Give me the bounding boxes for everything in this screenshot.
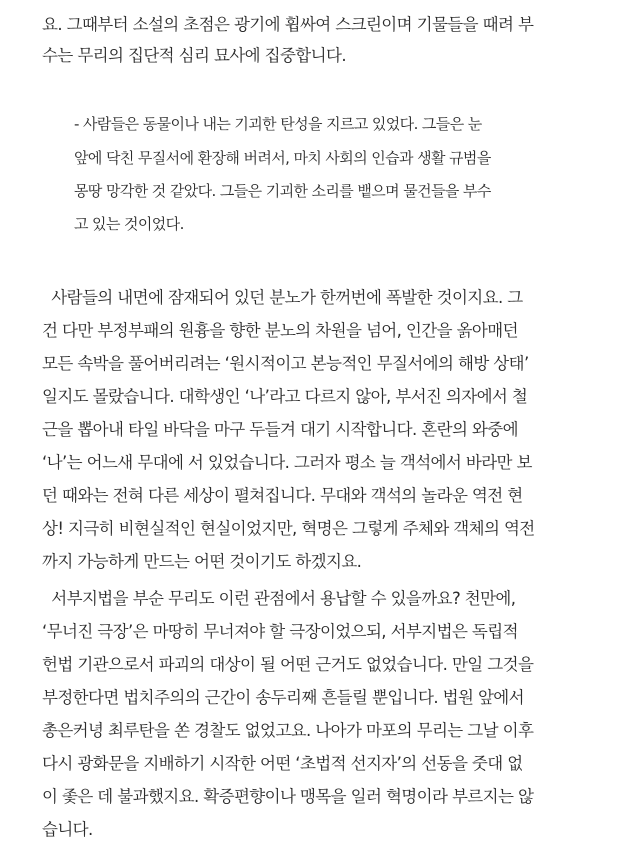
quote-line: - 사람들은 동물이나 내는 기괴한 탄성을 지르고 있었다. 그들은 눈 [74, 115, 482, 133]
text-line: 이 좇은 데 불과했지요. 확증편향이나 맹목을 일러 혁명이라 부르지는 않 [42, 787, 534, 806]
text-line: 요. 그때부터 소설의 초점은 광기에 휩싸여 스크린이며 기물들을 때려 부 [42, 15, 534, 34]
text-line: 헌법 기관으로서 파괴의 대상이 될 어떤 근거도 없었습니다. 만일 그것을 [42, 655, 534, 674]
text-line: 서부지법을 부순 무리도 이런 관점에서 용납할 수 있을까요? 천만에, [42, 589, 516, 608]
text-line: ‘나’는 어느새 무대에 서 있었습니다. 그러자 평소 늘 객석에서 바라만 보 [42, 453, 532, 472]
text-line: 모든 속박을 풀어버리려는 ‘원시적이고 본능적인 무질서에의 해방 상태’ [42, 354, 529, 373]
text-line: 다시 광화문을 지배하기 시작한 어떤 ‘초법적 선지자’의 선동을 줏대 없 [42, 754, 523, 773]
text-line: 상! 지극히 비현실적인 현실이었지만, 혁명은 그렇게 주체와 객체의 역전 [42, 519, 535, 538]
text-line: 근을 뽑아내 타일 바닥을 마구 두들겨 대기 시작합니다. 혼란의 와중에 [42, 420, 518, 439]
text-line: 까지 가능하게 만드는 어떤 것이기도 하겠지요. [42, 552, 362, 571]
quote-line: 고 있는 것이었다. [74, 215, 184, 233]
quote-line: 앞에 닥친 무질서에 환장해 버려서, 마치 사회의 인습과 생활 규범을 [74, 149, 491, 167]
text-line: 수는 무리의 집단적 심리 묘사에 집중합니다. [42, 46, 346, 65]
text-line: 습니다. [42, 820, 93, 839]
text-line: ‘무너진 극장’은 마땅히 무너져야 할 극장이었으되, 서부지법은 독립적 [42, 622, 518, 641]
text-line: 일지도 몰랐습니다. 대학생인 ‘나’라고 다르지 않아, 부서진 의자에서 철 [42, 387, 528, 406]
text-line: 사람들의 내면에 잠재되어 있던 분노가 한꺼번에 폭발한 것이지요. 그 [42, 288, 523, 307]
text-line: 부정한다면 법치주의의 근간이 송두리째 흔들릴 뿐입니다. 법원 앞에서 [42, 688, 524, 707]
text-line: 던 때와는 전혀 다른 세상이 펼쳐집니다. 무대와 객석의 놀라운 역전 현 [42, 486, 523, 505]
text-line: 건 다만 부정부패의 원흉을 향한 분노의 차원을 넘어, 인간을 옭아매던 [42, 321, 518, 340]
text-line: 총은커녕 최루탄을 쏜 경찰도 없었고요. 나아가 마포의 무리는 그날 이후 [42, 721, 534, 740]
quote-line: 몽땅 망각한 것 같았다. 그들은 기괴한 소리를 뱉으며 물건들을 부수 [74, 182, 491, 200]
